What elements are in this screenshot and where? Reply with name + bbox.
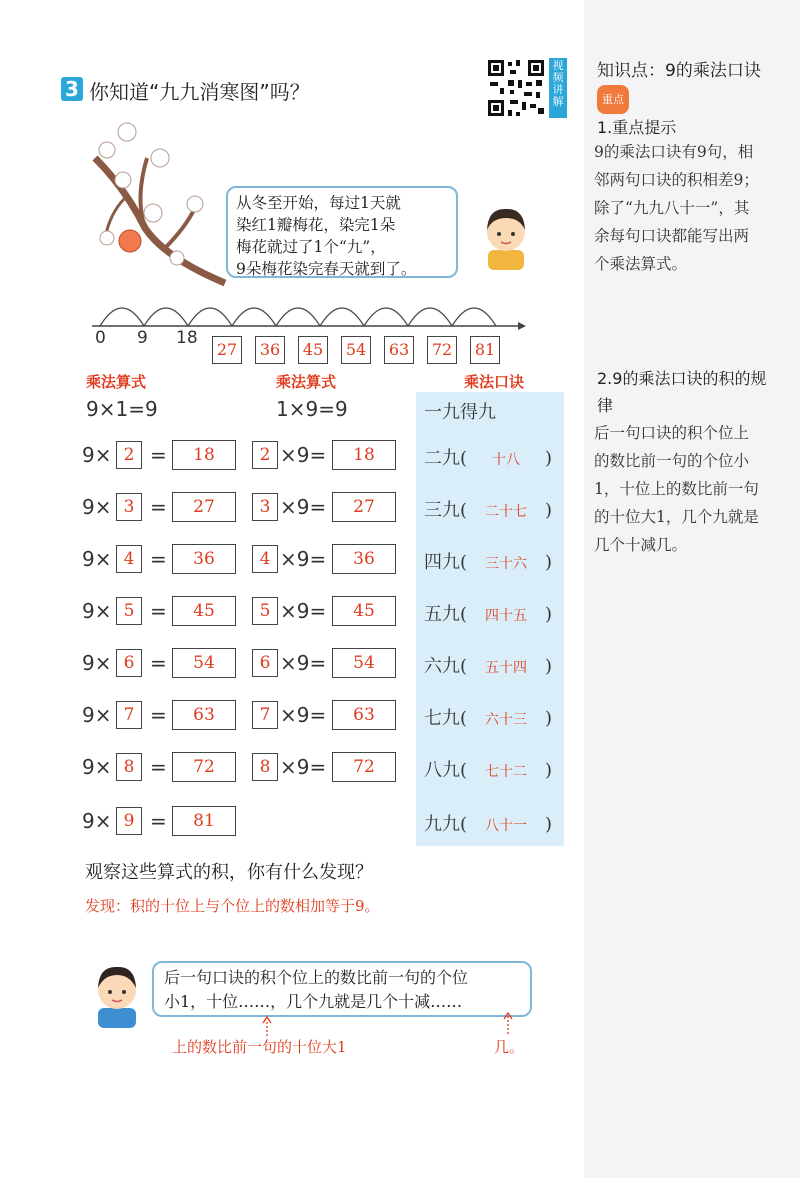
- sidebar-heading: [597, 58, 787, 114]
- hint-line-2: 小1，十位……，几个九就是几个十减……: [164, 992, 463, 1011]
- op-equals-4: =: [150, 547, 167, 571]
- hint-line-1: 后一句口诀的积个位上的数比前一句的个位: [164, 968, 469, 987]
- rhyme-2-prefix: 二九(: [424, 448, 468, 469]
- op-times-nine-8: ×9=: [280, 755, 327, 779]
- intro-line-2: 染红1瓣梅花，染完1朵: [236, 216, 396, 234]
- op-equals-7: =: [150, 703, 167, 727]
- arrow-2-icon: [498, 1010, 518, 1036]
- factor-box-2[interactable]: 2: [116, 441, 142, 469]
- section-number: 3: [61, 77, 83, 101]
- number-line-box-63[interactable]: 63: [384, 336, 414, 364]
- factor-box-4[interactable]: 4: [116, 545, 142, 573]
- rhyme-1: 一九得九: [424, 402, 496, 423]
- rhyme-3-prefix: 三九(: [424, 500, 468, 521]
- boy-avatar-top: [476, 200, 536, 270]
- sidebar-point1-text: 9的乘法口诀有9句，相邻两句口诀的积相差9；除了“九九八十一”，其余每句口诀都能写出两个乘法算式。: [594, 143, 759, 273]
- op-times-nine-3: ×9=: [280, 495, 327, 519]
- product-box-4b[interactable]: 36: [332, 544, 396, 574]
- op-times-nine-5: ×9=: [280, 599, 327, 623]
- factor-box-7b[interactable]: 7: [252, 701, 278, 729]
- product-box-6b[interactable]: 54: [332, 648, 396, 678]
- rhyme-7: [424, 704, 552, 730]
- number-line-label-0: 0: [95, 328, 106, 348]
- op-times-nine-4: ×9=: [280, 547, 327, 571]
- rhyme-6: [424, 652, 552, 678]
- op-times-nine-7: ×9=: [280, 703, 327, 727]
- rhyme-3: [424, 496, 552, 522]
- rhyme-8: [424, 756, 552, 782]
- op-equals-8: =: [150, 755, 167, 779]
- header-rhyme: 乘法口诀: [464, 373, 525, 391]
- product-box-2b[interactable]: 18: [332, 440, 396, 470]
- product-box-2[interactable]: 18: [172, 440, 236, 470]
- intro-line-4: 9朵梅花染完春天就到了。: [236, 260, 417, 278]
- plum-blossom-illustration: [85, 118, 235, 288]
- op-nine-times-3: 9×: [82, 495, 112, 519]
- factor-box-3[interactable]: 3: [116, 493, 142, 521]
- op-nine-times-9: 9×: [82, 809, 112, 833]
- factor-box-4b[interactable]: 4: [252, 545, 278, 573]
- op-times-nine-2: ×9=: [280, 443, 327, 467]
- finding-answer[interactable]: 发现：积的十位上与个位上的数相加等于9。: [85, 897, 380, 915]
- product-box-6[interactable]: 54: [172, 648, 236, 678]
- header-left-formula: 乘法算式: [86, 373, 147, 391]
- product-box-3[interactable]: 27: [172, 492, 236, 522]
- rhyme-5-answer[interactable]: 四十五: [485, 608, 528, 624]
- sidebar-point2-title: 2.9的乘法口诀的积的规律: [597, 369, 767, 415]
- rhyme-9-suffix: ): [545, 814, 553, 835]
- rhyme-4: [424, 548, 552, 574]
- video-label[interactable]: 视频讲解: [549, 58, 567, 118]
- rhyme-8-prefix: 八九(: [424, 760, 468, 781]
- factor-box-8b[interactable]: 8: [252, 753, 278, 781]
- product-box-3b[interactable]: 27: [332, 492, 396, 522]
- product-box-9[interactable]: 81: [172, 806, 236, 836]
- rhyme-5: [424, 600, 552, 626]
- sidebar-heading-text: 知识点：9的乘法口诀: [597, 61, 761, 81]
- rhyme-9-prefix: 九九(: [424, 814, 468, 835]
- observe-question: 观察这些算式的积，你有什么发现？: [85, 862, 373, 883]
- factor-box-3b[interactable]: 3: [252, 493, 278, 521]
- rhyme-6-prefix: 六九(: [424, 656, 468, 677]
- formula-1x9: 1×9=9: [276, 397, 348, 421]
- number-line-box-81[interactable]: 81: [470, 336, 500, 364]
- number-line-box-72[interactable]: 72: [427, 336, 457, 364]
- factor-box-2b[interactable]: 2: [252, 441, 278, 469]
- op-equals-3: =: [150, 495, 167, 519]
- rhyme-2-suffix: ): [545, 448, 553, 469]
- rhyme-3-answer[interactable]: 二十七: [485, 504, 528, 520]
- sidebar-point2-text: 后一句口诀的积个位上的数比前一句的个位小1，十位上的数比前一句的十位大1，几个九就是几个十减几。: [594, 424, 759, 554]
- op-nine-times-5: 9×: [82, 599, 112, 623]
- op-nine-times-4: 9×: [82, 547, 112, 571]
- rhyme-9-answer[interactable]: 八十一: [485, 818, 528, 834]
- op-equals-9: =: [150, 809, 167, 833]
- rhyme-5-prefix: 五九(: [424, 604, 468, 625]
- rhyme-7-suffix: ): [545, 708, 553, 729]
- hint-speech-bubble: [152, 961, 532, 1017]
- number-line-label-9: 9: [137, 328, 148, 348]
- number-line-box-36[interactable]: 36: [255, 336, 285, 364]
- intro-line-3: 梅花就过了1个“九”，: [236, 238, 386, 256]
- number-line-label-18: 18: [176, 328, 198, 348]
- sidebar-point1-title: 1.重点提示: [597, 118, 677, 137]
- rhyme-2: [424, 444, 552, 470]
- op-times-nine-6: ×9=: [280, 651, 327, 675]
- op-nine-times-2: 9×: [82, 443, 112, 467]
- fill-in-answer-1[interactable]: 上的数比前一句的十位大1: [172, 1038, 347, 1056]
- rhyme-7-answer[interactable]: 六十三: [485, 712, 528, 728]
- op-equals-5: =: [150, 599, 167, 623]
- fill-in-answer-2[interactable]: 几。: [494, 1038, 525, 1056]
- rhyme-6-answer[interactable]: 五十四: [485, 660, 528, 676]
- factor-box-5[interactable]: 5: [116, 597, 142, 625]
- boy-avatar-bottom: [88, 960, 146, 1028]
- intro-line-1: 从冬至开始，每过1天就: [236, 194, 401, 212]
- rhyme-4-suffix: ): [545, 552, 553, 573]
- op-nine-times-7: 9×: [82, 703, 112, 727]
- op-equals-6: =: [150, 651, 167, 675]
- product-box-5[interactable]: 45: [172, 596, 236, 626]
- op-nine-times-6: 9×: [82, 651, 112, 675]
- factor-box-7[interactable]: 7: [116, 701, 142, 729]
- op-nine-times-8: 9×: [82, 755, 112, 779]
- product-box-4[interactable]: 36: [172, 544, 236, 574]
- number-line-box-54[interactable]: 54: [341, 336, 371, 364]
- rhyme-5-suffix: ): [545, 604, 553, 625]
- number-line-box-27[interactable]: 27: [212, 336, 242, 364]
- factor-box-5b[interactable]: 5: [252, 597, 278, 625]
- qr-code-icon[interactable]: [486, 58, 546, 118]
- number-line: [86, 296, 526, 336]
- factor-box-6[interactable]: 6: [116, 649, 142, 677]
- rhyme-4-answer[interactable]: 三十六: [485, 556, 528, 572]
- rhyme-9: [424, 810, 552, 836]
- rhyme-7-prefix: 七九(: [424, 708, 468, 729]
- rhyme-8-answer[interactable]: 七十二: [485, 764, 528, 780]
- product-box-8b[interactable]: 72: [332, 752, 396, 782]
- product-box-7[interactable]: 63: [172, 700, 236, 730]
- key-point-badge: 重点: [597, 85, 629, 114]
- number-line-box-45[interactable]: 45: [298, 336, 328, 364]
- op-equals-2: =: [150, 443, 167, 467]
- header-middle-formula: 乘法算式: [276, 373, 337, 391]
- formula-9x1: 9×1=9: [86, 397, 158, 421]
- rhyme-4-prefix: 四九(: [424, 552, 468, 573]
- product-box-5b[interactable]: 45: [332, 596, 396, 626]
- factor-box-6b[interactable]: 6: [252, 649, 278, 677]
- section-title: 你知道“九九消寒图”吗？: [89, 80, 310, 104]
- rhyme-6-suffix: ): [545, 656, 553, 677]
- product-box-7b[interactable]: 63: [332, 700, 396, 730]
- rhyme-2-answer[interactable]: 十八: [492, 452, 521, 468]
- factor-box-8[interactable]: 8: [116, 753, 142, 781]
- product-box-8[interactable]: 72: [172, 752, 236, 782]
- arrow-1-icon: [255, 1014, 275, 1038]
- rhyme-8-suffix: ): [545, 760, 553, 781]
- rhyme-3-suffix: ): [545, 500, 553, 521]
- intro-speech-bubble: [226, 186, 458, 278]
- factor-box-9[interactable]: 9: [116, 807, 142, 835]
